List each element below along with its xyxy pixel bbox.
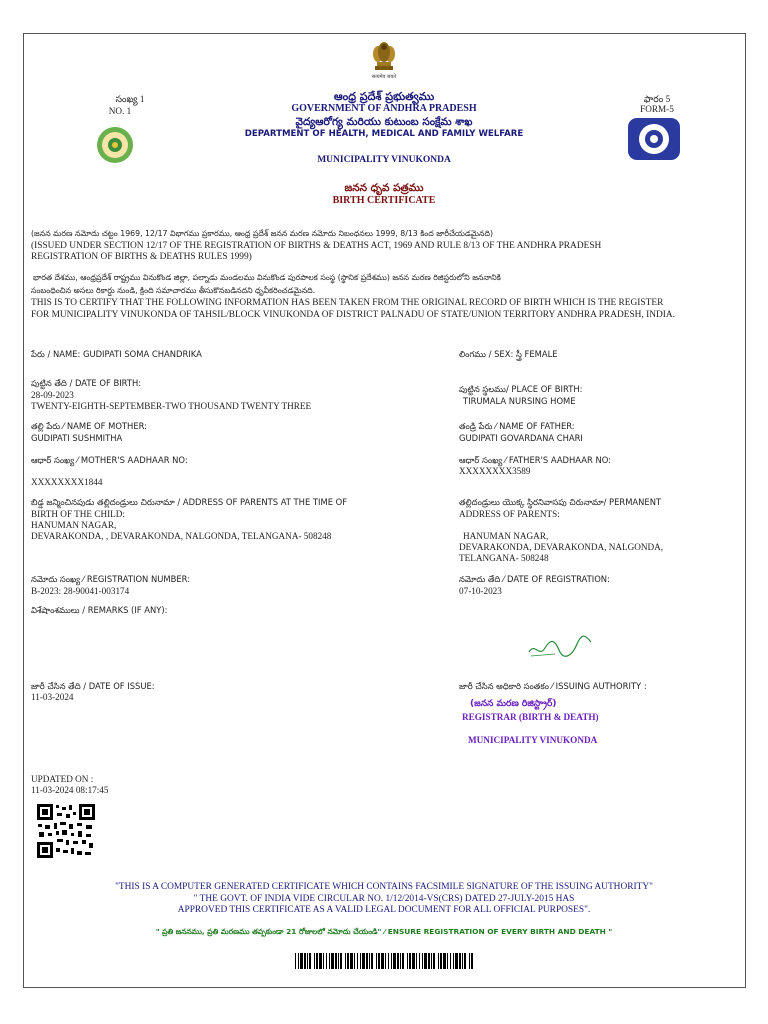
legal-text-telugu: (జనన మరణ నమోదు చట్టం 1969, 12/17 విభాగము ప్రకారము, ఆంధ్ర ప్రదేశ్ జనన మరణ నమోదు నిబంధనలు 1999, 8/13 కింద జారీచేయడమైనది) (31, 229, 493, 238)
municipality-title: MUNICIPALITY VINUKONDA (317, 155, 451, 165)
issue-date-value: 11-03-2024 (31, 692, 74, 702)
barcode-icon (295, 953, 475, 969)
updated-on-value: 11-03-2024 08:17:45 (31, 785, 109, 795)
footer-line-2: " THE GOVT. OF INDIA VIDE CIRCULAR NO. 1/12/2014-VS(CRS) DATED 27-JULY-2015 HAS (193, 894, 575, 904)
crs-logo-icon (627, 117, 681, 161)
father-aadhaar-value: XXXXXXXX3589 (459, 466, 531, 476)
birth-address-label-2: BIRTH OF THE CHILD: (31, 509, 125, 519)
sex-telugu: స్త్రీ (515, 349, 522, 359)
legal-text-line-2: REGISTRATION OF BIRTHS & DEATHS RULES 1999) (31, 252, 252, 262)
mother-aadhaar-label: ఆధార్ సంఖ్య ⁄ MOTHER'S AADHAAR NO: (31, 455, 188, 465)
father-name-value: GUDIPATI GOVARDANA CHARI (459, 433, 583, 443)
department-title-telugu: వైద్యఆరోగ్య మరియు కుటుంబ సంక్షేమ శాఖ (295, 116, 473, 128)
birth-address-label-1: బిడ్డ జన్మించినపుడు తల్లిదండ్రులు చిరునామా / ADDRESS OF PARENTS AT THE TIME OF (31, 497, 348, 507)
ap-government-logo-icon (88, 125, 142, 165)
certify-text-telugu-2: సంబంధించిన అసలు రికార్డు నుండి, క్రింది సమాచారము తీసుకొనబడినదని ధృవీకరించడమైనది. (31, 286, 316, 295)
certify-text-line-1: THIS IS TO CERTIFY THAT THE FOLLOWING INFORMATION HAS BEEN TAKEN FROM THE ORIGINAL RECORD OF BIRTH WHICH IS THE REGISTER (31, 298, 664, 308)
permanent-address-label-2: ADDRESS OF PARENTS: (459, 509, 560, 519)
mother-name-label: తల్లి పేరు ⁄ NAME OF MOTHER: (31, 421, 148, 431)
government-title-telugu: ఆంధ్ర ప్రదేశ్ ప్రభుత్వము (333, 90, 435, 103)
registrar-title: REGISTRAR (BIRTH & DEATH) (462, 712, 599, 722)
birth-address-line-1: HANUMAN NAGAR, (31, 520, 117, 530)
updated-on-label: UPDATED ON : (31, 774, 94, 784)
certificate-title-telugu: జనన ధృవ పత్రము (344, 182, 424, 194)
issue-date-label: జారీ చేసిన తేది / DATE OF ISSUE: (31, 681, 155, 691)
government-title: GOVERNMENT OF ANDHRA PRADESH (291, 103, 477, 114)
birth-address-line-2: DEVARAKONDA, , DEVARAKONDA, NALGONDA, TELANGANA- 508248 (31, 531, 332, 541)
certificate-title: BIRTH CERTIFICATE (332, 195, 436, 206)
certify-text-line-2: FOR MUNICIPALITY VINUKONDA OF TAHSIL/BLOCK VINUKONDA OF DISTRICT PALNADU OF STATE/UNION TERRITORY ANDHRA PRADESH, INDIA. (31, 310, 676, 320)
registration-date-value: 07-10-2023 (459, 586, 502, 596)
registration-number-value: B-2023: 28-90041-003174 (31, 586, 130, 596)
number-label-telugu: సంఖ్య 1 (115, 94, 145, 104)
footer-line-1: "THIS IS A COMPUTER GENERATED CERTIFICATE WHICH CONTAINS FACSIMILE SIGNATURE OF THE ISSUING AUTHORITY" (115, 882, 653, 892)
registrar-telugu: (జనన మరణ రిజిస్ట్రార్) (470, 699, 557, 709)
number-label: NO. 1 (108, 106, 132, 116)
sex-field (459, 349, 558, 360)
remarks-label: విశేషాంశములు / REMARKS (IF ANY): (31, 605, 168, 615)
sex-value: FEMALE (524, 349, 558, 359)
name-field (31, 349, 202, 360)
legal-text-line-1: (ISSUED UNDER SECTION 12/17 OF THE REGISTRATION OF BIRTHS & DEATHS ACT, 1969 AND RULE 8/13 OF THE ANDHRA PRADESH (31, 241, 602, 251)
father-name-label: తండ్రి పేరు ⁄ NAME OF FATHER: (459, 421, 575, 431)
name-label: పేరు / NAME: (31, 349, 81, 359)
dob-label: పుట్టిన తేది / DATE OF BIRTH: (31, 378, 142, 388)
registration-number-label: నమోదు సంఖ్య ⁄ REGISTRATION NUMBER: (31, 574, 191, 584)
permanent-address-line-2: DEVARAKONDA, DEVARAKONDA, NALGONDA, (459, 542, 664, 552)
father-aadhaar-label: ఆధార్ సంఖ్య ⁄ FATHER'S AADHAAR NO: (459, 455, 612, 465)
pob-label: పుట్టిన స్థలము/ PLACE OF BIRTH: (459, 384, 583, 394)
dob-value: 28-09-2023 (31, 390, 74, 400)
certify-text-telugu-1: భారత దేశము, ఆంధ్రప్రదేశ్ రాష్ట్రము వినుకొండ జిల్లా, పల్నాడు మండలము వినుకొండ పురపాలక సంస్థ (స్థానిక ప్రదేశము) జనన మరణ రిజిస్టరులోని జననానికి (33, 273, 501, 282)
signature-image (525, 628, 595, 664)
form-label: FORM-5 (640, 104, 674, 114)
pob-value: TIRUMALA NURSING HOME (463, 396, 576, 406)
registration-date-label: నమోదు తేది ⁄ DATE OF REGISTRATION: (459, 574, 610, 584)
footer-slogan: " ప్రతి జననము, ప్రతి మరణము తప్పకుండా 21 రోజులలో నమోదు చేయండి" ⁄ ENSURE REGISTRATION OF EVERY BIRTH AND DEATH " (155, 927, 613, 936)
dob-words: TWENTY-EIGHTH-SEPTEMBER-TWO THOUSAND TWENTY THREE (31, 401, 312, 411)
emblem-motto: सत्यमेव जयते (371, 75, 397, 80)
permanent-address-line-1: HANUMAN NAGAR, (463, 531, 549, 541)
permanent-address-label-1: తల్లిదండ్రులు యొక్క స్థిరనివాసపు చిరునామా/ PERMANENT (459, 497, 662, 507)
footer-line-3: APPROVED THIS CERTIFICATE AS A VALID LEGAL DOCUMENT FOR ALL OFFICIAL PURPOSES". (177, 905, 591, 915)
authority-municipality: MUNICIPALITY VINUKONDA (468, 735, 598, 745)
mother-aadhaar-value: XXXXXXXX1844 (31, 477, 103, 487)
national-emblem-icon (368, 42, 400, 78)
form-label-telugu: ఫారం 5 (643, 94, 671, 104)
department-title: DEPARTMENT OF HEALTH, MEDICAL AND FAMILY WELFARE (244, 129, 524, 139)
sex-label: లింగము / SEX: (459, 349, 514, 359)
permanent-address-line-3: TELANGANA- 508248 (459, 553, 549, 563)
qr-code-icon (36, 803, 96, 859)
mother-name-value: GUDIPATI SUSHMITHA (31, 433, 123, 443)
certificate-border (23, 33, 746, 988)
name-value: GUDIPATI SOMA CHANDRIKA (82, 349, 202, 359)
issuing-authority-label: జారీ చేసిన అధికారి సంతకం ⁄ ISSUING AUTHORITY : (459, 681, 647, 691)
